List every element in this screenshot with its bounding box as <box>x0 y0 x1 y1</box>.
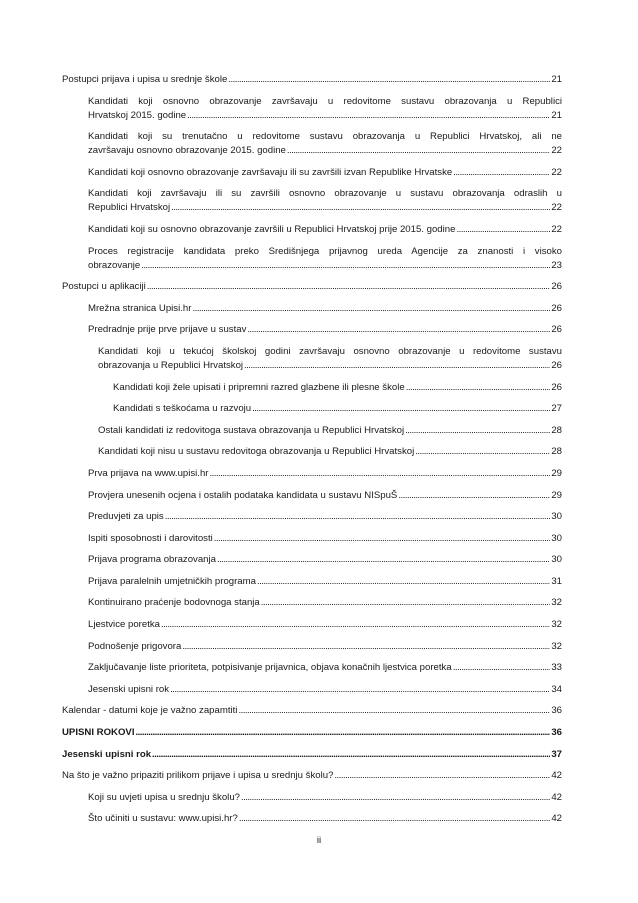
toc-entry-title: Kontinuirano praćenje bodovnoga stanja <box>88 597 260 609</box>
toc-page-number: 22 <box>551 166 562 178</box>
toc-entry-title: Kandidati koji nisu u sustavu redovitoga obrazovanja u Republici Hrvatskoj <box>98 446 415 458</box>
dot-leader <box>214 532 551 546</box>
dot-leader <box>456 223 550 237</box>
toc-page-number: 22 <box>551 202 562 214</box>
dot-leader <box>136 726 551 740</box>
toc-entry[interactable] <box>62 280 562 294</box>
dot-leader <box>247 323 550 337</box>
toc-entry-title-line: Republici Hrvatskoj <box>88 202 171 214</box>
toc-page-number: 36 <box>551 727 562 739</box>
table-of-contents <box>62 73 562 834</box>
toc-page-number: 26 <box>551 302 562 314</box>
toc-entry[interactable] <box>62 73 562 87</box>
toc-entry[interactable] <box>62 683 562 697</box>
toc-entry[interactable] <box>62 640 562 654</box>
toc-page-number: 42 <box>551 813 562 825</box>
toc-entry[interactable] <box>62 575 562 589</box>
dot-leader <box>161 618 550 632</box>
toc-page-number: 21 <box>551 74 562 85</box>
toc-entry[interactable] <box>62 596 562 610</box>
toc-entry[interactable] <box>62 726 562 740</box>
page-number: ii <box>316 835 322 846</box>
dot-leader <box>287 144 550 158</box>
toc-page-number: 27 <box>551 403 562 415</box>
dot-leader <box>238 704 550 718</box>
toc-entry-title-line: Kandidati koji završavaju ili su završili osnovno obrazovanje u sustavu obrazovanja odraslih u <box>88 188 562 200</box>
toc-entry-title: Kandidati koji žele upisati i pripremni razred glazbene ili plesne škole <box>113 381 405 393</box>
toc-page-number: 42 <box>551 791 562 803</box>
dot-leader <box>187 109 550 123</box>
toc-entry-title: Predradnje prije prve prijave u sustav <box>88 324 247 336</box>
toc-entry-title-line: Kandidati koji su trenutačno u redovitome sustavu obrazovanja u Republici Hrvatskoj, ali ne <box>88 131 562 143</box>
toc-entry[interactable] <box>62 402 562 416</box>
toc-entry-title: Zaključavanje liste prioriteta, potpisivanje prijavnica, objava konačnih ljestvica poretka <box>88 662 452 674</box>
toc-entry[interactable] <box>62 187 562 215</box>
toc-entry-title: Kandidati s teškoćama u razvoju <box>113 403 252 415</box>
toc-page-number: 26 <box>551 281 562 293</box>
toc-entry-title: Prijava programa obrazovanja <box>88 554 216 566</box>
dot-leader <box>170 683 550 697</box>
toc-page-number: 30 <box>551 554 562 566</box>
dot-leader <box>241 791 550 805</box>
toc-entry-title: Provjera unesenih ocjena i ostalih podataka kandidata u sustavu NISpuŠ <box>88 489 398 501</box>
toc-entry-title: Kalendar - datumi koje je važno zapamtiti <box>62 705 238 717</box>
dot-leader <box>182 640 550 654</box>
dot-leader <box>192 302 550 316</box>
toc-page-number: 34 <box>551 683 562 695</box>
toc-entry[interactable] <box>62 223 562 237</box>
dot-leader <box>406 381 551 395</box>
toc-entry-title-line: Hrvatskoj 2015. godine <box>88 109 187 121</box>
toc-entry-title: Postupci prijava i upisa u srednje škole <box>62 74 228 85</box>
toc-entry[interactable] <box>62 345 562 373</box>
dot-leader <box>334 769 550 783</box>
dot-leader <box>453 661 551 675</box>
toc-entry[interactable] <box>62 381 562 395</box>
toc-entry-title: Jesenski upisni rok <box>62 748 152 760</box>
toc-page-number: 30 <box>551 532 562 544</box>
toc-entry-title: Koji su uvjeti upisa u srednju školu? <box>88 791 240 803</box>
toc-entry-title: Jesenski upisni rok <box>88 683 170 695</box>
toc-page-number: 22 <box>551 223 562 235</box>
toc-entry-title: Na što je važno pripaziti prilikom prijave i upisa u srednju školu? <box>62 770 334 782</box>
toc-page-number: 26 <box>551 324 562 336</box>
dot-leader <box>217 553 550 567</box>
toc-entry[interactable] <box>62 130 562 158</box>
toc-entry-title-line: Proces registracije kandidata preko Središnjega prijavnog ureda Agencije za znanosti i visoko <box>88 245 562 257</box>
toc-entry-title: Ispiti sposobnosti i darovitosti <box>88 532 213 544</box>
toc-entry-title: Ostali kandidati iz redovitoga sustava obrazovanja u Republici Hrvatskoj <box>98 424 405 436</box>
toc-entry-title: Preduvjeti za upis <box>88 511 164 523</box>
dot-leader <box>244 359 550 373</box>
toc-entry-title: Kandidati koji su osnovno obrazovanje završili u Republici Hrvatskoj prije 2015. godine <box>88 223 456 235</box>
toc-entry[interactable] <box>62 245 562 273</box>
dot-leader <box>398 489 550 503</box>
toc-entry[interactable] <box>62 812 562 826</box>
dot-leader <box>415 445 550 459</box>
toc-entry[interactable] <box>62 166 562 180</box>
toc-entry-title: Što učiniti u sustavu: www.upisi.hr? <box>88 813 238 825</box>
toc-entry-title: Ljestvice poretka <box>88 619 160 631</box>
toc-entry-title-line: Kandidati koji osnovno obrazovanje završavaju u redovitome sustavu obrazovanja u Republici <box>88 95 562 107</box>
dot-leader <box>147 280 551 294</box>
toc-entry-title-line: završavaju osnovno obrazovanje 2015. godine <box>88 145 286 157</box>
toc-entry-title: Postupci u aplikaciji <box>62 281 146 293</box>
toc-entry[interactable] <box>62 510 562 524</box>
dot-leader <box>165 510 551 524</box>
dot-leader <box>239 812 550 826</box>
toc-page-number: 31 <box>551 575 562 587</box>
dot-leader <box>228 73 550 87</box>
toc-entry-title: Mrežna stranica Upisi.hr <box>88 302 192 314</box>
toc-page-number: 42 <box>551 770 562 782</box>
toc-entry[interactable] <box>62 704 562 718</box>
toc-entry-title-line: obrazovanje <box>88 259 141 271</box>
toc-entry[interactable] <box>62 424 562 438</box>
toc-page-number: 29 <box>551 467 562 479</box>
toc-entry[interactable] <box>62 323 562 337</box>
toc-page-number: 23 <box>551 259 562 271</box>
toc-entry[interactable] <box>62 489 562 503</box>
dot-leader <box>152 748 550 762</box>
dot-leader <box>141 259 550 273</box>
dot-leader <box>252 402 550 416</box>
toc-page-number: 32 <box>551 597 562 609</box>
toc-entry-title: Prva prijava na www.upisi.hr <box>88 467 209 479</box>
toc-page-number: 26 <box>551 359 562 371</box>
toc-page-number: 36 <box>551 705 562 717</box>
toc-page-number: 33 <box>551 662 562 674</box>
toc-entry-title: Prijava paralelnih umjetničkih programa <box>88 575 256 587</box>
toc-entry[interactable] <box>62 618 562 632</box>
toc-entry[interactable] <box>62 467 562 481</box>
toc-entry[interactable] <box>62 532 562 546</box>
toc-entry[interactable] <box>62 553 562 567</box>
toc-entry-title: UPISNI ROKOVI <box>62 727 135 739</box>
dot-leader <box>210 467 551 481</box>
dot-leader <box>405 424 550 438</box>
toc-entry[interactable] <box>62 95 562 123</box>
toc-page-number: 37 <box>551 748 562 760</box>
toc-page-number: 32 <box>551 619 562 631</box>
toc-page-number: 29 <box>551 489 562 501</box>
toc-page-number: 21 <box>551 109 562 121</box>
toc-page-number: 22 <box>551 145 562 157</box>
toc-entry-title-line: obrazovanja u Republici Hrvatskoj <box>98 359 244 371</box>
toc-entry[interactable] <box>62 661 562 675</box>
toc-entry[interactable] <box>62 302 562 316</box>
toc-page-number: 28 <box>551 446 562 458</box>
toc-page-number: 28 <box>551 424 562 436</box>
toc-entry[interactable] <box>62 791 562 805</box>
toc-entry[interactable] <box>62 748 562 762</box>
toc-entry-title-line: Kandidati koji u tekućoj školskoj godini završavaju osnovno obrazovanje u redovitome sustavu <box>98 345 562 357</box>
toc-entry[interactable] <box>62 445 562 459</box>
dot-leader <box>453 166 550 180</box>
dot-leader <box>261 596 551 610</box>
dot-leader <box>257 575 550 589</box>
toc-page-number: 30 <box>551 511 562 523</box>
toc-entry[interactable] <box>62 769 562 783</box>
toc-page-number: 26 <box>551 381 562 393</box>
toc-entry-title: Kandidati koji osnovno obrazovanje završavaju ili su završili izvan Republike Hrvatske <box>88 166 453 178</box>
dot-leader <box>171 201 550 215</box>
toc-entry-title: Podnošenje prigovora <box>88 640 182 652</box>
toc-page-number: 32 <box>551 640 562 652</box>
